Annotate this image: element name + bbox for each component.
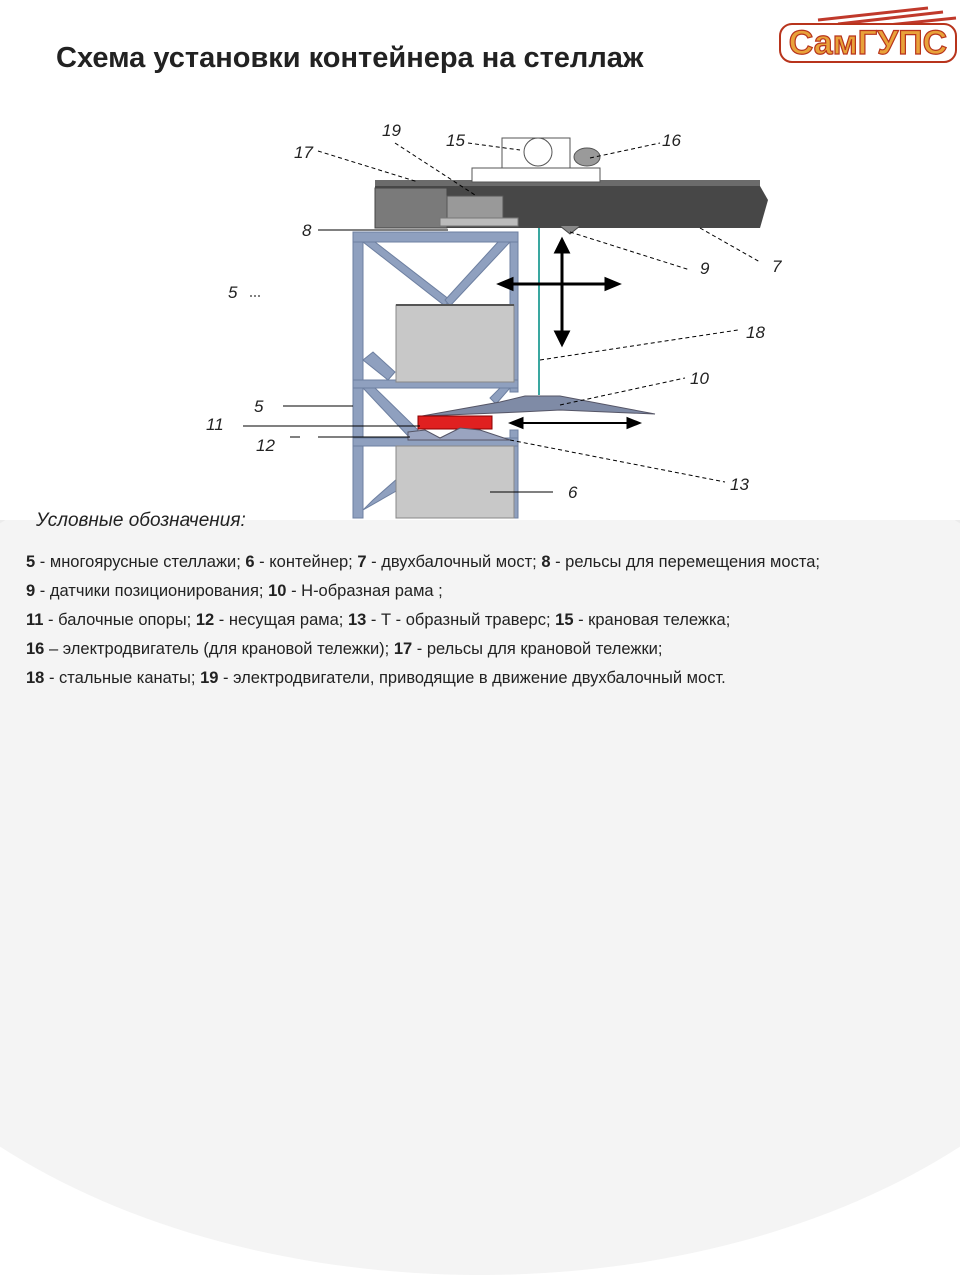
container-rack-diagram xyxy=(0,110,960,520)
legend-item xyxy=(357,553,536,571)
legend-item xyxy=(348,611,551,629)
label-6: 6 xyxy=(568,483,578,502)
samgups-logo xyxy=(778,6,958,66)
label-7: 7 xyxy=(772,257,782,276)
legend-num: 13 xyxy=(347,611,367,629)
label-13: 13 xyxy=(730,475,749,494)
label-17: 17 xyxy=(294,143,313,162)
legend-item xyxy=(26,640,389,658)
legend-text: - крановая тележка; xyxy=(573,611,731,629)
legend-text: - многоярусные стеллажи; xyxy=(35,553,241,571)
legend-text: - электродвигатели, приводящие в движение двухбалочный мост. xyxy=(218,669,726,687)
label-11: 11 xyxy=(206,415,224,434)
label-15: 15 xyxy=(446,131,465,150)
legend-text: - Т - образный траверс; xyxy=(366,611,551,629)
legend-num: 18 xyxy=(26,669,45,687)
legend-heading: Условные обозначения: xyxy=(36,510,246,531)
legend-item xyxy=(245,553,352,571)
legend-num: 9 xyxy=(26,582,36,600)
legend-item xyxy=(268,582,443,600)
legend-item xyxy=(555,611,730,629)
legend-text: - балочные опоры; xyxy=(43,611,192,629)
label-9: 9 xyxy=(700,259,710,278)
legend-text: - рельсы для перемещения моста; xyxy=(550,553,820,571)
two-beam-bridge xyxy=(375,180,768,234)
legend-item xyxy=(26,669,195,687)
legend-text: - несущая рама; xyxy=(214,611,344,629)
legend-num: 15 xyxy=(555,611,574,629)
legend-text: - стальные канаты; xyxy=(44,669,196,687)
legend-num: 10 xyxy=(268,582,287,600)
legend-num: 6 xyxy=(245,553,255,571)
legend-num: 7 xyxy=(357,553,367,571)
legend-num: 19 xyxy=(200,669,219,687)
legend-num: 8 xyxy=(541,553,551,571)
legend-item xyxy=(394,640,663,658)
legend-text: - контейнер; xyxy=(254,553,353,571)
legend-text: – электродвигатель (для крановой тележки); xyxy=(44,640,390,658)
legend-item xyxy=(541,553,820,571)
legend-item xyxy=(26,582,264,600)
legend-item xyxy=(200,669,726,687)
container-lower xyxy=(396,446,514,518)
label-12: 12 xyxy=(256,436,275,455)
legend-num: 5 xyxy=(26,553,36,571)
legend-text: - Н-образная рама ; xyxy=(286,582,443,600)
label-10: 10 xyxy=(690,369,709,388)
legend-num: 11 xyxy=(26,611,44,629)
label-8: 8 xyxy=(302,221,312,240)
container-upper xyxy=(396,305,514,382)
legend-flow xyxy=(26,548,821,693)
legend-item xyxy=(26,553,241,571)
legend-num: 12 xyxy=(195,611,215,629)
label-18: 18 xyxy=(746,323,765,342)
legend-num: 16 xyxy=(26,640,45,658)
legend-item xyxy=(196,611,344,629)
legend-text: - рельсы для крановой тележки; xyxy=(412,640,663,658)
label-5-lower: 5 xyxy=(254,397,264,416)
label-16: 16 xyxy=(662,131,681,150)
slide-title: Схема установки контейнера на стеллаж xyxy=(56,42,644,74)
logo-text: СамГУПС xyxy=(788,24,948,62)
label-19: 19 xyxy=(382,121,401,140)
legend xyxy=(26,548,946,693)
legend-item xyxy=(26,611,191,629)
label-5-upper: 5 xyxy=(228,283,238,302)
legend-num: 17 xyxy=(393,640,413,658)
legend-text: - двухбалочный мост; xyxy=(366,553,537,571)
legend-text: - датчики позиционирования; xyxy=(35,582,264,600)
